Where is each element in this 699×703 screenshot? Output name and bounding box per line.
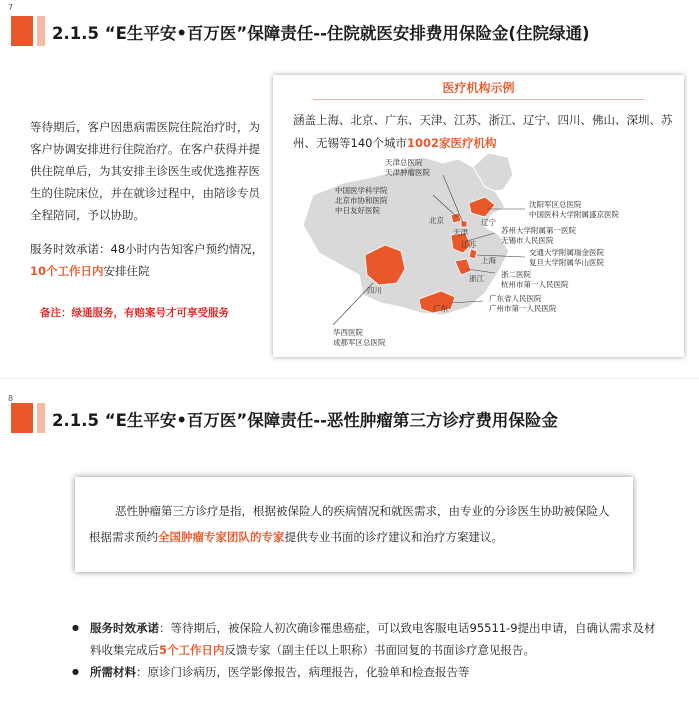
service-bullets (72, 617, 662, 683)
province-label-shanghai: 上海 (481, 256, 496, 265)
medical-institutions-panel (273, 75, 684, 357)
header-accent-bar-light (37, 16, 45, 46)
expert-team-highlight: 全国肿瘤专家团队的专家 (158, 530, 285, 544)
province-label-zhejiang: 浙江 (469, 274, 484, 283)
province-label-beijing: 北京 (429, 216, 444, 225)
page-separator (0, 378, 699, 379)
hospital-label: 浙二医院 (501, 270, 531, 279)
province-label-liaoning: 辽宁 (481, 218, 496, 227)
bullet-text: ：原诊门诊病历，医学影像报告，病理报告，化验单和检查报告等 (136, 665, 470, 679)
service-commitment-prefix: 服务时效承诺：48小时内告知客户预约情况， (30, 242, 264, 256)
bullet-text: ：等待期后，被保险人初次确诊罹患癌症，可以致电客服电话95511-9提出申请，自确认需求及材料收集完成后 (90, 621, 656, 657)
service-commitment (30, 238, 270, 282)
service-commitment-highlight: 10个工作日内 (30, 264, 104, 278)
coverage-count: 1002家医疗机构 (406, 136, 497, 150)
hospital-label: 华西医院 (333, 328, 363, 337)
hospital-label: 苏州大学附属第一医院 (501, 226, 576, 235)
section-title: 2.1.5 “E生平安•百万医”保障责任--住院就医安排费用保险金(住院绿通) (52, 24, 590, 43)
header-accent-bar (11, 403, 33, 433)
page-number: 8 (8, 394, 14, 403)
china-landmass (303, 157, 509, 315)
green-channel-description: 等待期后，客户因患病需医院住院治疗时，为客户协调安排进行住院治疗。在客户获得并提供住院单后，为其安排主诊医生或优选推荐医生的住院床位，并在就诊过程中，由陪诊专员全程陪同，予以协助。 (30, 120, 260, 222)
hospital-label: 中国医学科学院 (335, 186, 388, 195)
description-line-2 (89, 524, 619, 550)
province-label-jiangsu: 江苏 (461, 240, 476, 249)
description-line-2-suffix: 提供专业书面的诊疗建议和治疗方案建议。 (284, 530, 503, 544)
page-number: 7 (8, 3, 14, 12)
bullet-label: 服务时效承诺 (90, 621, 159, 635)
hospital-label: 天津肿瘤医院 (385, 168, 430, 177)
province-tianjin-shape (461, 221, 467, 227)
hospital-label: 广州市第一人民医院 (489, 304, 557, 313)
hospital-label: 无锡市人民医院 (501, 236, 554, 245)
header-accent-bar (11, 16, 33, 46)
bullet-required-materials (72, 661, 662, 683)
hospital-label: 复旦大学附属华山医院 (529, 258, 604, 267)
description-line-2-prefix: 根据需求预约 (89, 530, 158, 544)
green-channel-note: 备注：绿通服务，有赔案号才可享受服务 (40, 307, 229, 319)
hospital-label: 成都军区总医院 (333, 338, 386, 347)
hospital-label: 杭州市第一人民医院 (501, 280, 569, 289)
hospital-label: 中国医科大学附属盛京医院 (529, 210, 619, 219)
province-label-tianjin: 天津 (453, 228, 468, 237)
bullet-text: 反馈专家（副主任以上职称）书面回复的书面诊疗意见报告。 (224, 643, 536, 657)
hospital-label: 天津总医院 (385, 158, 423, 167)
section-title: 2.1.5 “E生平安•百万医”保障责任--恶性肿瘤第三方诊疗费用保险金 (52, 411, 558, 430)
hospital-label: 沈阳军区总医院 (529, 200, 582, 209)
service-commitment-suffix: 安排住院 (103, 264, 150, 278)
bullet-label: 所需材料 (90, 665, 136, 679)
description-line-1: 恶性肿瘤第三方诊疗是指，根据被保险人的疾病情况和就医需求，由专业的分诊医生协助被保险人 (115, 504, 610, 518)
china-map (273, 75, 684, 357)
coverage-cities: 涵盖上海、北京、广东、天津、江苏、浙江、辽宁、四川、佛山、深圳、苏州、无锡等140个城市 (293, 113, 673, 150)
province-label-guangdong: 广东 (433, 304, 448, 313)
panel-title: 医疗机构示例 (442, 81, 515, 95)
bullet-highlight: 5个工作日内 (159, 643, 225, 657)
province-label-sichuan: 四川 (367, 286, 382, 295)
header-accent-bar-light (37, 403, 45, 433)
bullet-service-commitment (72, 617, 662, 661)
hospital-label: 广东省人民医院 (489, 294, 542, 303)
hospital-label: 交通大学附属瑞金医院 (529, 248, 604, 257)
hospital-label: 北京市协和医院 (335, 196, 388, 205)
oncology-description-box (75, 477, 633, 572)
hospital-label: 中日友好医院 (335, 206, 380, 215)
